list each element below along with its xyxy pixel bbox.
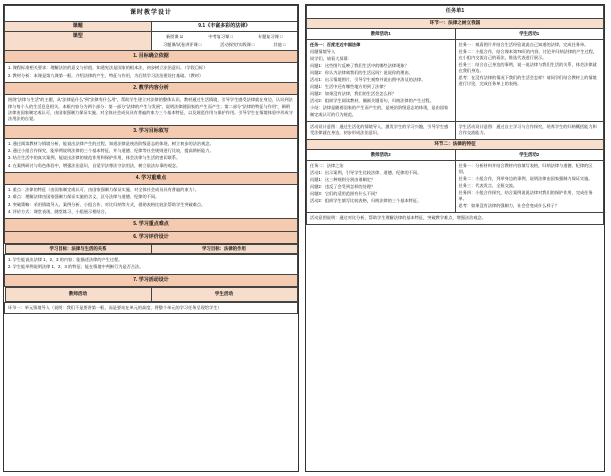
section7-head-row (5, 274, 298, 286)
subject-value: 9.1《丰富多彩的法律》 (151, 21, 298, 31)
right-doc-title: 任务单1 (307, 6, 604, 19)
doc-title-row (5, 6, 298, 22)
teacher-intent-text: 活动设计意图：通过生活化的情境导入，激发学生的学习兴趣，引导学生感受法律就在身边，初步形成法治意识。 (310, 123, 449, 135)
eval-goal-right: 学习目标：法律的作用 (151, 244, 297, 253)
right-title-row (307, 6, 604, 19)
option-exercise[interactable]: 习题课/试卷讲评课 □ (162, 42, 202, 48)
eval-line-1: 1. 学生能说出法律 1、2、3 的内容；能描述法律的产生过程。 (8, 257, 123, 263)
section-goal-basis-head: 1. 目标确立依据 (5, 51, 298, 63)
section2-title-row (307, 139, 604, 150)
objective-4: 4. 在案例研讨与角色体验中，增强法治意识，自觉学法尊法守法用法，树立依法办事的观念。 (8, 162, 181, 168)
goal-basis-line-2: 2. 教材分析：本课是第九课第一框，介绍法律的产生、特征与作用，为后续学习法治建设打基础。（教材） (8, 72, 204, 78)
content-analysis-line-1: 围绕“法律与生活”的主题，从“法律是什么”到“法律有什么用”，帮助学生建立对法律的整体认识。教材通过生活情境，引导学生感受法律就在身边，认识到法律与每个人的生活息息相关。本框内容分为两个部分：第一部分“法律的产生与发展”，说明法律随国家的产生而产生；第二部分“法律的特征与作用”，阐明法律由国家制定或认可、由国家强制力保证实施、对全体社会成员具有普遍约束力三个基本特征，以及规范作用与保护作用。引导学生在情境体验中形成守法用法的自觉。 (8, 97, 293, 122)
left-footer-row (5, 302, 298, 313)
key-point-3: 3. 突破策略：采用情境导入、案例分析、小组合作、对比归纳等方式，借助表格比较法帮助学生突破难点。 (8, 201, 206, 207)
left-footer: 环节一：单元情境导入（说明：我们不是要讲第一框，而是要站在单元的高度，将整个单元的学习任务呈现给学生） (5, 302, 298, 313)
teacher-line-1: 同学们，请看大屏幕： (310, 55, 352, 61)
section2-head-row (5, 82, 298, 94)
section-content-analysis-body (5, 95, 298, 126)
right-table (306, 5, 604, 225)
teacher-intent (307, 121, 456, 139)
section5-head-row (5, 219, 298, 231)
subject-label: 课题 (5, 21, 152, 31)
lesson-type-label: 课型 (5, 31, 152, 50)
student-activity-2-body (455, 160, 604, 213)
section-learning-focus-head: 5. 学习重点难点 (5, 219, 298, 231)
section2-body-row (5, 95, 298, 126)
teacher-line-5: 活动1：出示情境图片，引导学生观察并说出图中涉及的法律。 (310, 77, 426, 83)
key-point-1: 1. 重点：法律的特征（由国家制定或认可、由国家强制力保证实施、对全体社会成员具有普遍约束力）。 (8, 187, 200, 193)
section-objectives-head: 3. 学习目标叙写 (5, 126, 298, 138)
section4-head-row (5, 172, 298, 184)
section3-head-row (5, 126, 298, 138)
option-other[interactable]: 其他 □ (273, 42, 286, 48)
section-key-difficult-body (5, 185, 298, 219)
right-subtitle-row (307, 18, 604, 29)
student-activity-2-header: 学生活动2 (455, 150, 604, 160)
section-goal-basis-body (5, 63, 298, 83)
student-activity-1-body (455, 39, 604, 121)
eval-goal-cell (5, 243, 298, 254)
activity-hdr-cell (5, 287, 298, 303)
right-footer-row (307, 213, 604, 224)
section1-body-row (5, 63, 298, 83)
subject-row (5, 21, 298, 31)
right-body-row-2 (307, 160, 604, 213)
section-activity-head: 7. 学习活动设计 (5, 274, 298, 286)
right-document (305, 4, 605, 472)
student-activity-header: 学生活动 (151, 288, 297, 302)
teacher2-line-6: 问题3：它们的适用范围有什么不同？ (310, 191, 380, 197)
right-body-row-1 (307, 39, 604, 121)
teacher-line-0: 问题情境导入 (310, 48, 336, 54)
teacher2-line-8: 活动2：组织学生填写比较表格，归纳法律的三个基本特征。 (310, 198, 422, 204)
left-document (3, 4, 299, 472)
student-activity-1-header: 学生活动1 (455, 29, 604, 39)
teacher-line-9: 活动2：组织学生阅读教材，圈画关键语句，归纳法律的产生过程。 (310, 98, 434, 104)
activity-hdr-row (5, 287, 298, 303)
option-activity[interactable]: 活动探究/实践课 □ (220, 42, 255, 48)
section-content-analysis-head: 2. 教学内容分析 (5, 82, 298, 94)
student2-line-2: 任务二：小组合作，列举身边的事例，说明法律由国家强制力保证实施。 (458, 176, 593, 181)
student-intent (455, 121, 604, 139)
teacher-line-11: 小结：法律是随着国家的产生而产生的，是统治阶级意志的体现，是由国家制定或认可的行为规范。 (310, 105, 449, 117)
right-section-2-title: 环节二：法律的特征 (307, 139, 604, 150)
teacher2-line-5: 问题2：违反了会受到怎样的处理？ (310, 184, 376, 190)
eval-line-2: 2. 学生能举例说明法律 1、2、3 的特征；能在情境中判断行为是否合法。 (8, 264, 144, 270)
student-line-6: 思考：在没有法律的情况下我们的生活会怎样？请同学们结合教材上的情境进行讨论，完成任务单上的表格。 (458, 75, 597, 87)
section4-body-row (5, 185, 298, 219)
option-new[interactable]: 新授课 ☑ (165, 33, 184, 39)
teacher-line-2: 问题1：这些图片反映了我们生活中的哪些法律现象？ (310, 62, 409, 68)
doc-title: 课时教学设计 (5, 6, 298, 22)
option-topic-review[interactable]: 专题复习课 □ (257, 33, 283, 39)
objective-1: 1. 通过阅读教材与情境分析，能说出法律产生的过程，知道法律是统治阶级意志的体现，树立初步的法治观念。 (8, 140, 214, 146)
teacher-activity-1-body (307, 39, 456, 121)
section-evaluation-head: 6. 学习评价设计 (5, 231, 298, 243)
lesson-type-row (5, 31, 298, 50)
section-objectives-body (5, 138, 298, 172)
key-point-2: 2. 难点：理解法律由国家强制力保证实施的含义，区分法律与道德、纪律的不同。 (8, 194, 160, 200)
student2-line-6: 任务四：小组合作探究，结合案例说说法律对我们的保护作用，完成任务单。 (458, 190, 593, 202)
section3-body-row (5, 138, 298, 172)
eval-goal-row (5, 243, 298, 254)
right-hdr-row (307, 29, 604, 39)
eval-body-row (5, 255, 298, 275)
student-line-2: 任务二：小组合作，结合课本第78页的内容，讨论并归纳法律的产生过程，在小组内交流自己的看法，推选代表进行展示。 (458, 48, 598, 60)
goal-basis-line-1: 1. 课程标准相关要求：理解法治的意义与价值，知道宪法是国家的根本法，初步树立法治意识。（学段目标） (8, 65, 208, 71)
student2-line-0: 任务一：分析材料并结合教材内容填写表格，归纳法律与道德、纪律的区别。 (458, 162, 593, 174)
left-table (4, 5, 298, 314)
right-hdr2-row (307, 150, 604, 160)
teacher-activity-1-header: 教师活动1 (307, 29, 456, 39)
key-point-4: 4. 评价方式：课堂表现、随堂练习、小组展示相结合。 (8, 208, 109, 214)
intent-row (307, 121, 604, 139)
teacher-activity-header: 教师活动 (5, 288, 151, 302)
student2-line-8: 思考：如果没有法律的强制力，社会会变成什么样子？ (458, 203, 560, 209)
teacher-task-title: 任务一：百度走近中国法律 (310, 41, 361, 47)
teacher2-line-1: 任务二：法律之治 (310, 162, 344, 168)
eval-body (5, 255, 298, 275)
teacher2-line-3: 活动1：出示案例，引导学生比较法律、道德、纪律的不同。 (310, 169, 422, 175)
right-footer: 活动意图说明：通过对比分析，帮助学生理解法律的基本特征，突破教学难点，增强法治观念。 (307, 213, 604, 224)
objective-3: 3. 结合生活中的真实案例，能说出法律的规范作用和保护作用，体会法律与生活的密切联系。 (8, 155, 181, 161)
option-review[interactable]: 中考复习课 □ (208, 33, 233, 39)
teacher-line-7: 问题2：如果没有法律，我们的生活会怎么样？ (310, 91, 397, 97)
section1-head-row (5, 51, 298, 63)
teacher-activity-2-header: 教师活动2 (307, 150, 456, 160)
eval-goal-left: 学习目标：法律与生活的关系 (5, 244, 151, 253)
student2-line-4: 任务三：代表发言，全班交流。 (458, 183, 518, 189)
right-sub-title: 环节一：法律之树立我国 (307, 18, 604, 29)
eval-head-row (5, 231, 298, 243)
teacher-line-3: 问题2：你认为法律离我们的生活远吗？说说你的理由。 (310, 69, 413, 75)
teacher-activity-2-body (307, 160, 456, 213)
objective-2: 2. 通过小组合作探究，能举例说明法律的三个基本特征，并与道德、纪律等社会规则进行比较，提高辨析能力。 (8, 147, 214, 153)
teacher-line-6: 问题1：生活中还有哪些地方用到了法律？ (310, 84, 388, 90)
student-line-4: 任务三：结合自己身边的事例，说一说法律与我们生活的关系，体会法律就在我们身边。 (458, 61, 597, 73)
lesson-type-options (151, 31, 298, 50)
section-key-difficult-head: 4. 学习重难点 (5, 172, 298, 184)
student-line-0: 任务一：观看图片并结合生活经验说说自己知道的法律，完成任务单。 (458, 41, 589, 47)
student-intent-text: 学生活动设计意图：通过自主学习与合作探究，培养学生的归纳概括能力和合作交流能力。 (458, 123, 597, 135)
teacher2-line-4: 问题1：这三种规则分别由谁制定？ (310, 177, 376, 182)
